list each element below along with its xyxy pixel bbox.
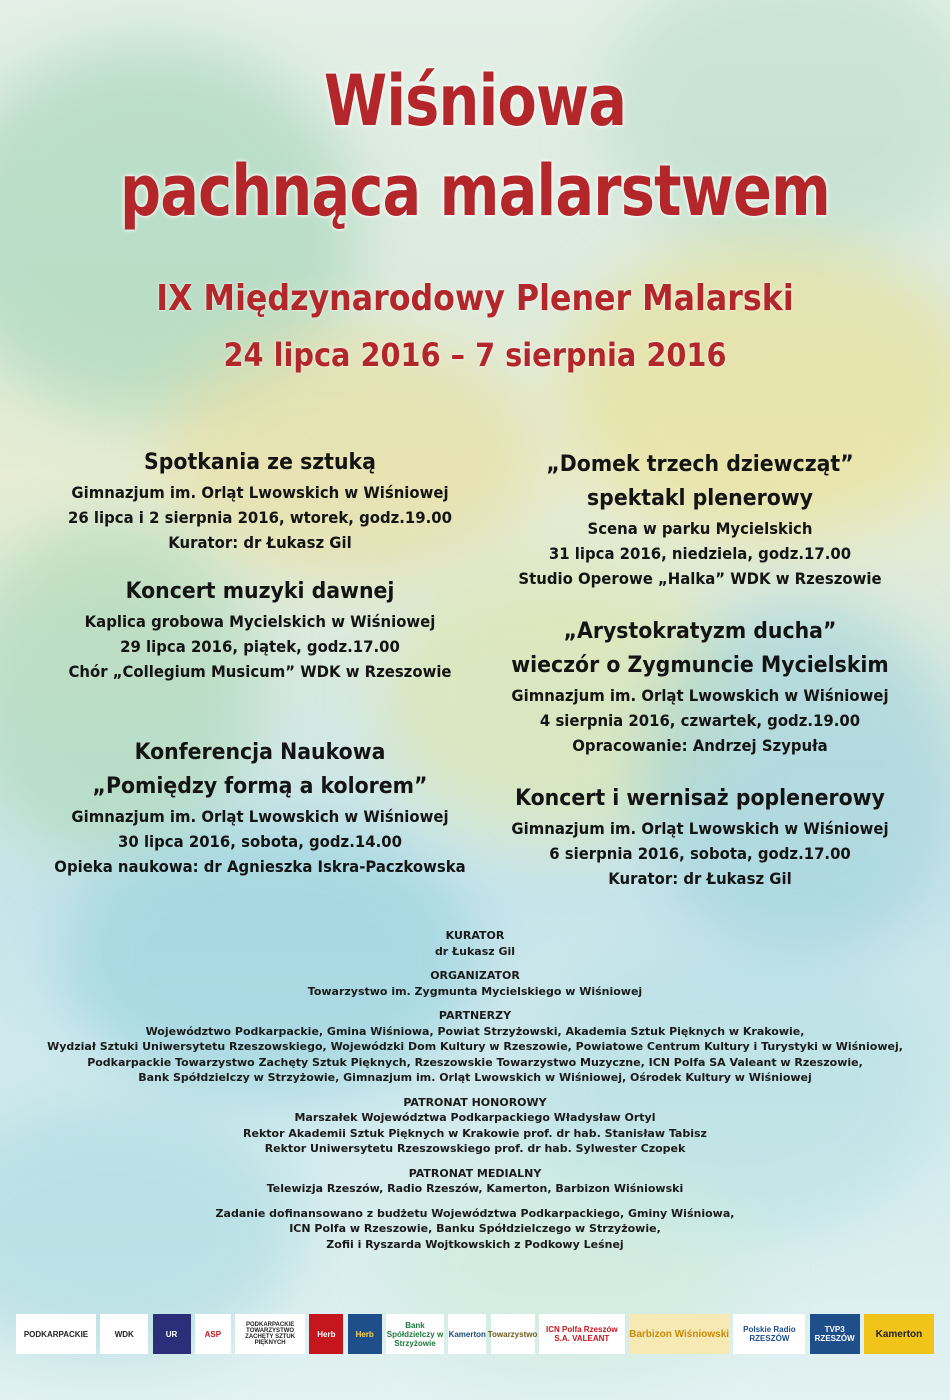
event-arystokratyzm <box>460 615 940 758</box>
logo-ur <box>153 1314 191 1354</box>
logo-text: Barbizon Wiśniowski <box>629 1328 730 1340</box>
event-line: Gimnazjum im. Orląt Lwowskich w Wiśniowej <box>511 819 889 838</box>
logo-text: ICN Polfa Rzeszów S.A. VALEANT <box>546 1325 618 1343</box>
logo-polskie-radio <box>733 1314 805 1354</box>
event-title-2: „Pomiędzy formą a kolorem” <box>92 774 428 799</box>
credits-text: Towarzystwo im. Zygmunta Mycielskiego w Wiśniowej <box>307 984 643 998</box>
event-line: Scena w parku Mycielskich <box>587 519 813 538</box>
event-line: Chór „Collegium Musicum” WDK w Rzeszowie <box>68 662 452 681</box>
credits-text: Zofii i Ryszarda Wojtkowskich z Podkowy Leśnej <box>326 1237 624 1251</box>
credits-medialny <box>0 1166 950 1197</box>
credits-heading: ORGANIZATOR <box>430 969 520 982</box>
event-title: „Arystokratyzm ducha” <box>563 619 837 644</box>
credits-text: ICN Polfa w Rzeszowie, Banku Spółdzielczego w Strzyżowie, <box>289 1222 661 1235</box>
event-line: Kurator: dr Łukasz Gil <box>168 533 352 552</box>
event-line: Kurator: dr Łukasz Gil <box>608 869 792 888</box>
credits-organizator <box>0 968 950 999</box>
credits-text: Bank Spółdzielczy w Strzyżowie, Gimnazjum im. Orląt Lwowskich w Wiśniowej, Ośrodek Kultury w Wiśniowej <box>138 1071 812 1084</box>
sponsor-logos <box>16 1308 934 1360</box>
event-line: Gimnazjum im. Orląt Lwowskich w Wiśniowej <box>71 807 449 826</box>
logo-text: Polskie Radio RZESZÓW <box>743 1325 796 1343</box>
credits-text: Marszałek Województwa Podkarpackiego Władysław Ortyl <box>294 1111 656 1124</box>
event-koncert-dawnej <box>20 575 500 684</box>
event-line: Opracowanie: Andrzej Szypuła <box>572 736 828 755</box>
event-title-2: spektakl plenerowy <box>586 486 813 511</box>
event-line: Gimnazjum im. Orląt Lwowskich w Wiśniowej <box>71 483 449 502</box>
credits-heading: PARTNERZY <box>438 1009 512 1022</box>
credits-text: Wydział Sztuki Uniwersytetu Rzeszowskiego, Wojewódzki Dom Kultury w Rzeszowie, Powiatowe Centrum Kultury i Turystyki w Wiśniowej, <box>47 1040 903 1053</box>
event-konferencja <box>20 736 500 879</box>
credits-text: dr Łukasz Gil <box>434 944 516 958</box>
logo-text: Kamerton <box>448 1329 486 1339</box>
event-title: Koncert muzyki dawnej <box>125 579 395 604</box>
credits-text: Rektor Uniwersytetu Rzeszowskiego prof. dr hab. Sylwester Czopek <box>264 1142 686 1155</box>
event-title: Konferencja Naukowa <box>134 740 386 765</box>
logo-text: ASP <box>204 1329 222 1339</box>
event-line: 29 lipca 2016, piątek, godz.17.00 <box>120 637 400 656</box>
logo-kamerton-shield <box>448 1314 486 1354</box>
subtitle: IX Międzynarodowy Plener Malarski <box>156 278 794 319</box>
event-line: Studio Operowe „Halka” WDK w Rzeszowie <box>518 569 882 588</box>
event-line: Opieka naukowa: dr Agnieszka Iskra-Paczkowska <box>54 857 466 876</box>
logo-podkarpackie <box>16 1314 96 1354</box>
logo-text: Towarzystwo <box>487 1329 538 1339</box>
event-title: Koncert i wernisaż poplenerowy <box>515 786 885 811</box>
logo-zacheta <box>235 1314 305 1354</box>
logo-bank-spoldzielczy <box>386 1314 444 1354</box>
logo-coat-of-arms-red <box>309 1314 343 1354</box>
logo-asp <box>195 1314 231 1354</box>
title-line-1: Wiśniowa <box>323 60 627 142</box>
logo-text: PODKARPACKIE <box>23 1329 89 1339</box>
event-title: „Domek trzech dziewcząt” <box>546 452 854 477</box>
logo-text: Bank Spółdzielczy w Strzyżowie <box>386 1320 444 1348</box>
credits-partnerzy <box>0 1008 950 1086</box>
credits-text: Podkarpackie Towarzystwo Zachęty Sztuk Pięknych, Rzeszowskie Towarzystwo Muzyczne, ICN Polfa SA Valeant w Rzeszowie, <box>87 1055 863 1069</box>
logo-text: Herb <box>355 1329 374 1339</box>
logo-towarzystwo <box>487 1314 538 1354</box>
logo-text: UR <box>165 1329 178 1339</box>
logo-kamerton <box>864 1314 934 1354</box>
event-line: 26 lipca i 2 sierpnia 2016, wtorek, godz.19.00 <box>68 508 452 527</box>
event-title-2: wieczór o Zygmuncie Mycielskim <box>511 653 889 678</box>
event-line: 30 lipca 2016, sobota, godz.14.00 <box>118 832 402 851</box>
logo-icn-polfa <box>539 1314 625 1354</box>
event-line: Kaplica grobowa Mycielskich w Wiśniowej <box>84 612 436 631</box>
event-title: Spotkania ze sztuką <box>144 450 376 475</box>
event-line: 4 sierpnia 2016, czwartek, godz.19.00 <box>539 711 861 730</box>
event-line: 6 sierpnia 2016, sobota, godz.17.00 <box>549 844 851 863</box>
event-spotkania <box>20 446 500 555</box>
logo-coat-of-arms-blue <box>348 1314 382 1354</box>
credits-heading: PATRONAT HONOROWY <box>403 1095 547 1109</box>
event-domek <box>460 448 940 591</box>
logo-text: TVP3 RZESZÓW <box>814 1325 855 1343</box>
logo-text: Herb <box>317 1329 336 1339</box>
event-wernisaz <box>460 782 940 891</box>
credits-text: Zadanie dofinansowano z budżetu Województwa Podkarpackiego, Gminy Wiśniowa, <box>215 1206 735 1220</box>
credits-text: Województwo Podkarpackie, Gmina Wiśniowa, Powiat Strzyżowski, Akademia Sztuk Pięknych w Krakowie, <box>145 1024 805 1038</box>
logo-wdk <box>100 1314 148 1354</box>
logo-text: WDK <box>114 1329 134 1339</box>
credits-text: Telewizja Rzeszów, Radio Rzeszów, Kamerton, Barbizon Wiśniowski <box>266 1182 684 1195</box>
credits-text: Rektor Akademii Sztuk Pięknych w Krakowie prof. dr hab. Stanisław Tabisz <box>243 1126 707 1140</box>
logo-text: Kamerton <box>875 1328 923 1340</box>
logo-barbizon <box>629 1314 729 1354</box>
event-dates: 24 lipca 2016 – 7 sierpnia 2016 <box>223 336 727 374</box>
credits-heading: KURATOR <box>445 929 505 942</box>
credits-dofinansowanie <box>0 1206 950 1253</box>
credits-honorowy <box>0 1095 950 1157</box>
credits-kurator <box>0 928 950 959</box>
credits-heading: PATRONAT MEDIALNY <box>408 1166 542 1180</box>
logo-tvp3 <box>810 1314 860 1354</box>
title-line-2: pachnąca malarstwem <box>119 150 831 232</box>
event-line: 31 lipca 2016, niedziela, godz.17.00 <box>548 544 852 563</box>
credits <box>0 928 950 1261</box>
event-line: Gimnazjum im. Orląt Lwowskich w Wiśniowej <box>511 686 889 705</box>
logo-text: PODKARPACKIE TOWARZYSTWO ZACHĘTY SZTUK PIĘKNYCH <box>245 1322 296 1346</box>
